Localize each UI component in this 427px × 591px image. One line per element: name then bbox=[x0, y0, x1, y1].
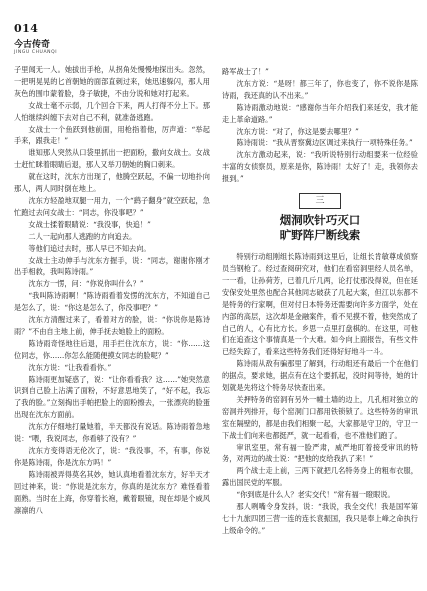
section-title-line: 旷野阵尸断线索 bbox=[279, 228, 361, 243]
paragraph: “你到底是什么人？老实交代！”常有福一瞪眼说。 bbox=[236, 490, 395, 500]
paragraph: 女战士毫不示弱，几个回合下来，两人打得不分上下。那人怕继续纠缠下去对自己不利，就准备逃跑。 bbox=[14, 100, 210, 122]
right-column-bottom-paragraphs bbox=[222, 251, 418, 537]
paragraph: 审讯室里，常有福一脸严肃，威严地盯着接受审讯的特务，对两边的战士说：“把他的皮给我扒了来！” bbox=[222, 442, 418, 464]
paragraph: 那人咧嘴令身发抖，说：“我说，我全交代！我是国军第七十九旅四团三营一连的连长袁振国，我只是奉上峰之命执行上级命令的。” bbox=[222, 502, 418, 535]
paragraph: 女战士揉着眼睛说：“我没事，快追！” bbox=[28, 219, 151, 229]
paragraph: 子里闻无一人。她拔出手枪，从拐角处慢慢地探出头。忽然，一把明晃晃的匕首朝她的面部直刺过来，她迅速躲闪，那人用灰色的围巾蒙着脸，身子敏捷，不由分说和她对打起来。 bbox=[14, 65, 210, 98]
journal-name: 今古传奇 bbox=[14, 40, 51, 50]
left-text-column bbox=[14, 64, 210, 516]
paragraph: 沈东方说：“对了，你这是要去哪里？” bbox=[236, 126, 359, 136]
paragraph: 沈东方激动起来，说：“我听说特别行动组要来一位经验丰富的女侦察员，原来是你，陈诗雨！太好了！走，我领你去报到。” bbox=[222, 150, 418, 184]
right-column-top-paragraphs bbox=[222, 66, 418, 185]
paragraph: 关押特务的窑洞有另外一幢土墙的边上，几孔相对独立的窑洞并列排开，每个窑洞门口都用铁锁锁了。这些特务的审讯室在隔壁的，都是由我们相聚一起，大家都是守卫的，守卫一下战士们向来也都挺严，就一起看看，也不准他们跑了。 bbox=[222, 394, 418, 440]
journal-pinyin: JINGU CHUANQI bbox=[14, 50, 58, 55]
paragraph: 沈东方说：“是呀！都三年了，你也变了，你不说你是陈诗雨，我还真的认不出来。” bbox=[222, 78, 418, 100]
page-header bbox=[14, 22, 57, 55]
paragraph: 沈东方清醒过来了，看着对方的脸，说：“你说你是陈诗雨？”不由自主地上前，伸手抚去她脸上的面粉。 bbox=[14, 315, 210, 336]
paragraph: 二人一起向那人逃跑的方向追去。 bbox=[28, 231, 137, 241]
paragraph: 就在这时，沈东方出现了，他腾空跃起，不偏一切地扑向那人，两人同时倒在地上。 bbox=[14, 172, 210, 194]
paragraph: 沈东方变得语无伦次了，说：“我没事，不，有事，你说你是陈诗雨，你是沈东方吗！” bbox=[14, 446, 210, 467]
page-number: 014 bbox=[14, 22, 39, 35]
paragraph: 谁知那人突然从口袋里抓出一把面粉，撒向女战士。女战士赶忙眯着眼睛后退，那人又举刀朝她的胸口刺来。 bbox=[14, 148, 210, 170]
paragraph: 陈诗雨更加疑惑了，说：“让你看看我？这……”她突然意识到自己脸上沾满了面粉，不好意思地笑了，“好不起，我忘了我的脸。”立刻掏出手帕把脸上的面粉擦去，一张漂亮的脸蛋出现在沈东方面前。 bbox=[14, 374, 210, 420]
paragraph: 沈东方一愣，问：“你说你叫什么？” bbox=[28, 279, 144, 289]
paragraph: 特别行动组刚组长陈诗雨到这里后，让组长肯敏尊成侦察员当钢枪了。经过查阅研究对，他们在看窑洞里经人员名单，一一看，让孙荷芳，已着几斤几两，论打仗那没得说，但在延安保安处里然也配合其他同志破获了几起大案，但江以东都不是特务的行家啊，但对付日本特务还需要向许多方面学，处在内部的高层，这次却是金融案件，看不见摸不着，他突然成了自己的人，心有比方长。乡思一点里打盘棋的。在这里，可他们在追查这个事情真是一个大难。如今向上面报告，有些文件已经失踪了，看来这些特务我们还得好好地斗一斗。 bbox=[222, 252, 418, 357]
paragraph: 沈东方说：“让我看看你。” bbox=[28, 362, 112, 372]
paragraph: 女战士一个鱼跃到他前面，用枪指着他，厉声道：“举起手来，跟我走！” bbox=[14, 124, 210, 146]
section-number-box: 三 bbox=[299, 193, 341, 209]
paragraph: 等他们追过去时，那人早已不知去向。 bbox=[28, 243, 151, 253]
paragraph: 陈诗雨说：“我从晋察冀边区调过来执行一项特殊任务。” bbox=[236, 138, 413, 148]
paragraph: “我叫陈诗雨啊！”陈诗雨看着发愣的沈东方，不知道自己是怎么了，说：“你这是怎么了，你没事吧？” bbox=[14, 291, 210, 313]
paragraph: 女战士主动伸手与沈东方握手，说：“同志，谢谢你刚才出手相救，我叫陈诗雨。” bbox=[14, 255, 210, 277]
paragraph: 两个战士走上前，三两下就把几名特务身上的粗布衣服，露出国民党的军服。 bbox=[222, 466, 418, 488]
paragraph: 路军战士了！” bbox=[222, 67, 269, 76]
section-title bbox=[222, 213, 418, 243]
paragraph: 沈东方轻盈地双腿一用力，一个“鹞子翻身”就空跃起，急忙跑过去问女战士：“同志，你没事吧？” bbox=[14, 195, 210, 217]
paragraph: 陈诗雨奇怪地往后退，用手拦住沈东方，说：“你……这位同志，你……你怎么能随便摸女同志的脸呢？” bbox=[14, 338, 210, 360]
right-text-column bbox=[222, 66, 418, 537]
paragraph: 沈东方仔细地打量她着，半天都没有说话。陈诗雨着急地说：“喂，我说同志，你看够了没有？” bbox=[14, 422, 210, 444]
paragraph: 陈诗雨激动地说：“感谢你当年介绍我们来延安，我才能走上革命道路。” bbox=[222, 102, 418, 124]
section-title-line: 烟洞吹针巧灭口 bbox=[279, 213, 361, 228]
paragraph: 陈诗雨从敌有骗那里了解到，行动组还有最后一个在他们的据点，要求她，据点有在这个要抓起，没时间等待，她的计划就是先将这个特务尽快查出来。 bbox=[222, 359, 418, 393]
paragraph: 陈诗雨被弄得莫名其妙，她认真地看着沈东方，好半天才回过神来，说：“你说是沈东方，你真的是沈东方？难怪看着面熟。当时在上海，你穿着长袍，戴着眼镜，现在却是个威风凛凛的八 bbox=[14, 469, 210, 515]
